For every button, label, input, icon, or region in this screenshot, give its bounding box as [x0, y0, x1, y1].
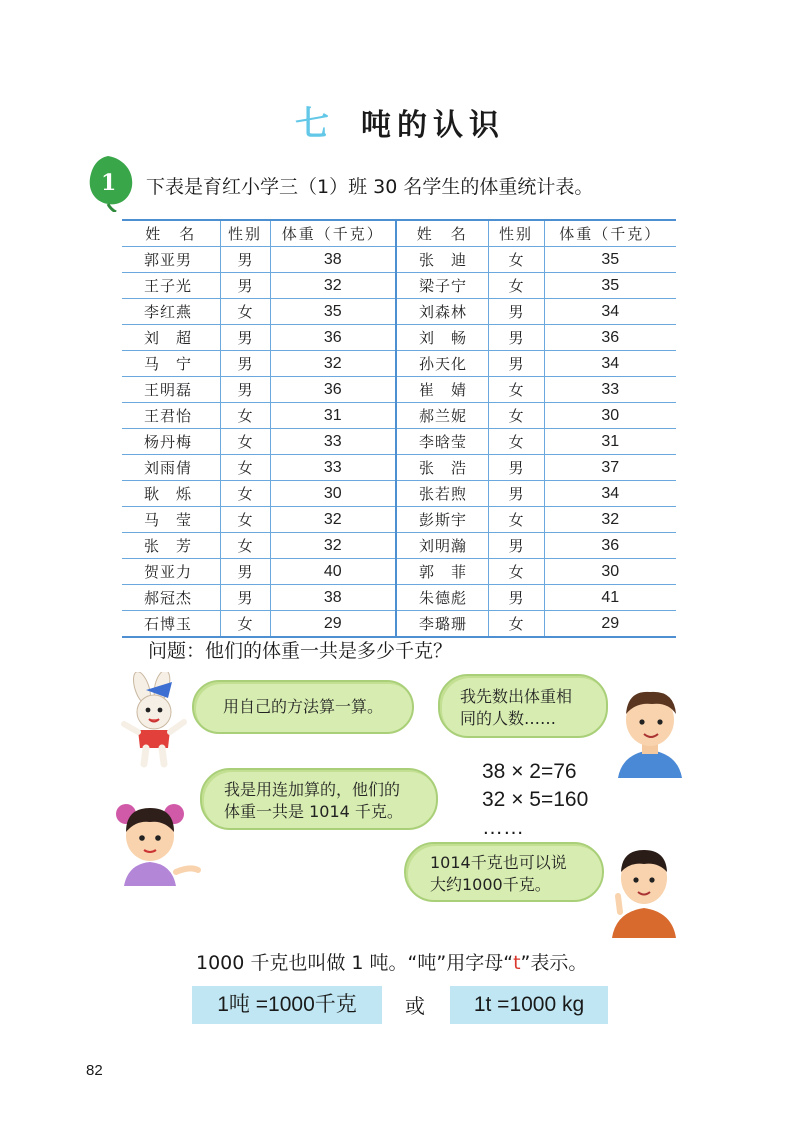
- cell-name: 郝冠杰: [122, 585, 220, 611]
- cell-name: 马 宁: [122, 351, 220, 377]
- cell-sex: 女: [220, 403, 270, 429]
- problem-number: 1: [101, 170, 117, 196]
- cell-weight: 32: [270, 351, 396, 377]
- cell-sex: 女: [488, 429, 544, 455]
- cell-weight: 37: [544, 455, 676, 481]
- table-row: [122, 247, 676, 273]
- cell-weight: 41: [544, 585, 676, 611]
- cell-sex: 男: [220, 325, 270, 351]
- cell-sex: 女: [220, 533, 270, 559]
- cell-sex: 女: [220, 481, 270, 507]
- calc-line: 38 × 2=76: [482, 760, 577, 783]
- cell-sex: 男: [488, 481, 544, 507]
- chapter-heading: [0, 96, 800, 145]
- ton-definition: [196, 948, 587, 975]
- cell-weight: 29: [270, 611, 396, 638]
- cell-name: 张 浩: [396, 455, 488, 481]
- cell-weight: 36: [270, 377, 396, 403]
- cell-sex: 女: [220, 429, 270, 455]
- cell-name: 刘雨倩: [122, 455, 220, 481]
- header-weight: 体重（千克）: [270, 220, 396, 247]
- cell-sex: 男: [220, 273, 270, 299]
- bubble-text-line: 大约1000千克。: [430, 875, 551, 894]
- table-row: [122, 351, 676, 377]
- speech-bubble-rabbit: [192, 680, 414, 734]
- cell-name: 张 芳: [122, 533, 220, 559]
- calc-line: 32 × 5=160: [482, 788, 589, 811]
- table-row: [122, 611, 676, 638]
- cell-weight: 31: [544, 429, 676, 455]
- cell-weight: 32: [270, 273, 396, 299]
- cell-weight: 38: [270, 585, 396, 611]
- cell-name: 王君怡: [122, 403, 220, 429]
- cell-name: 石博玉: [122, 611, 220, 638]
- cell-name: 郭 菲: [396, 559, 488, 585]
- cell-weight: 34: [544, 481, 676, 507]
- table-row: [122, 507, 676, 533]
- definition-text: ”表示。: [520, 952, 588, 974]
- cell-weight: 30: [270, 481, 396, 507]
- or-word: 或: [405, 994, 425, 1018]
- cell-sex: 男: [488, 533, 544, 559]
- chapter-number: 七: [295, 104, 335, 144]
- cell-weight: 32: [544, 507, 676, 533]
- speech-bubble-girl: [200, 768, 438, 830]
- rabbit-character: [116, 672, 190, 768]
- cell-weight: 35: [544, 247, 676, 273]
- cell-sex: 女: [220, 299, 270, 325]
- cell-name: 杨丹梅: [122, 429, 220, 455]
- cell-sex: 女: [488, 507, 544, 533]
- weight-table: [122, 219, 676, 638]
- table-row: [122, 299, 676, 325]
- cell-sex: 男: [488, 585, 544, 611]
- cell-name: 李璐珊: [396, 611, 488, 638]
- leaf-icon: [86, 152, 136, 212]
- bubble-text-line: 体重一共是 1014 千克。: [224, 802, 403, 821]
- cell-name: 刘森林: [396, 299, 488, 325]
- problem-statement: 下表是育红小学三（1）班 30 名学生的体重统计表。: [146, 176, 594, 198]
- table-row: [122, 429, 676, 455]
- cell-name: 刘 畅: [396, 325, 488, 351]
- formula-symbol: 1t =1000 kg: [450, 986, 608, 1024]
- cell-name: 朱德彪: [396, 585, 488, 611]
- table-row: [122, 533, 676, 559]
- cell-sex: 男: [220, 351, 270, 377]
- cell-weight: 35: [270, 299, 396, 325]
- cell-name: 李红燕: [122, 299, 220, 325]
- cell-sex: 男: [488, 351, 544, 377]
- cell-sex: 女: [220, 507, 270, 533]
- unit-letter: t: [513, 952, 521, 974]
- cell-sex: 男: [488, 455, 544, 481]
- table-row: [122, 403, 676, 429]
- cell-sex: 男: [220, 585, 270, 611]
- cell-sex: 女: [220, 611, 270, 638]
- bubble-text-line: 1014千克也可以说: [430, 853, 567, 872]
- cell-sex: 女: [220, 455, 270, 481]
- cell-weight: 35: [544, 273, 676, 299]
- formula-chinese: 1吨 =1000千克: [192, 986, 382, 1024]
- cell-sex: 女: [488, 403, 544, 429]
- cell-sex: 男: [488, 299, 544, 325]
- cell-weight: 34: [544, 299, 676, 325]
- cell-name: 耿 烁: [122, 481, 220, 507]
- cell-weight: 34: [544, 351, 676, 377]
- cell-sex: 男: [220, 559, 270, 585]
- header-sex: 性别: [488, 220, 544, 247]
- cell-name: 贺亚力: [122, 559, 220, 585]
- header-sex: 性别: [220, 220, 270, 247]
- cell-name: 郝兰妮: [396, 403, 488, 429]
- bubble-text-line: 我是用连加算的，他们的: [224, 780, 401, 799]
- cell-weight: 38: [270, 247, 396, 273]
- cell-sex: 女: [488, 377, 544, 403]
- speech-bubble-boy: [438, 674, 608, 738]
- question-text: 问题：他们的体重一共是多少千克？: [148, 640, 453, 662]
- cell-weight: 32: [270, 507, 396, 533]
- cell-sex: 女: [488, 247, 544, 273]
- cell-sex: 男: [220, 247, 270, 273]
- cell-sex: 女: [488, 611, 544, 638]
- cell-weight: 36: [544, 533, 676, 559]
- cell-weight: 36: [270, 325, 396, 351]
- cell-weight: 29: [544, 611, 676, 638]
- cell-name: 彭斯宇: [396, 507, 488, 533]
- table-row: [122, 455, 676, 481]
- table-row: [122, 325, 676, 351]
- cell-name: 王明磊: [122, 377, 220, 403]
- header-name: 姓 名: [396, 220, 488, 247]
- header-weight: 体重（千克）: [544, 220, 676, 247]
- cell-weight: 33: [544, 377, 676, 403]
- cell-weight: 30: [544, 403, 676, 429]
- bubble-text: 用自己的方法算一算。: [222, 697, 383, 716]
- table-row: [122, 481, 676, 507]
- definition-text: 1000 千克也叫做 1 吨。“吨”用字母“: [196, 952, 514, 974]
- cell-sex: 男: [220, 377, 270, 403]
- cell-name: 郭亚男: [122, 247, 220, 273]
- cell-weight: 32: [270, 533, 396, 559]
- cell-weight: 33: [270, 429, 396, 455]
- cell-name: 王子光: [122, 273, 220, 299]
- table-body: [122, 247, 676, 638]
- girl-character: [108, 792, 208, 888]
- cell-name: 孙天化: [396, 351, 488, 377]
- cell-sex: 女: [488, 559, 544, 585]
- calculation-block: [482, 758, 588, 842]
- cell-name: 崔 婧: [396, 377, 488, 403]
- table-row: [122, 585, 676, 611]
- cell-weight: 36: [544, 325, 676, 351]
- speech-bubble-boy2: [404, 842, 604, 902]
- cell-name: 张 迪: [396, 247, 488, 273]
- cell-name: 刘明瀚: [396, 533, 488, 559]
- cell-weight: 31: [270, 403, 396, 429]
- table-row: [122, 377, 676, 403]
- cell-sex: 女: [488, 273, 544, 299]
- header-name: 姓 名: [122, 220, 220, 247]
- cell-name: 刘 超: [122, 325, 220, 351]
- table-row: [122, 559, 676, 585]
- table-row: [122, 273, 676, 299]
- cell-name: 李晗莹: [396, 429, 488, 455]
- cell-sex: 男: [488, 325, 544, 351]
- cell-name: 梁子宁: [396, 273, 488, 299]
- cell-name: 张若煦: [396, 481, 488, 507]
- page-number: 82: [86, 1062, 103, 1079]
- chapter-title: 吨的认识: [361, 108, 505, 143]
- cell-weight: 40: [270, 559, 396, 585]
- bubble-text-line: 同的人数……: [460, 709, 557, 728]
- cell-weight: 33: [270, 455, 396, 481]
- table-header-row: [122, 220, 676, 247]
- boy2-character: [604, 842, 684, 938]
- boy-character: [612, 684, 688, 778]
- cell-weight: 30: [544, 559, 676, 585]
- bubble-text-line: 我先数出体重相: [460, 687, 573, 706]
- cell-name: 马 莹: [122, 507, 220, 533]
- calc-line: ……: [482, 816, 524, 839]
